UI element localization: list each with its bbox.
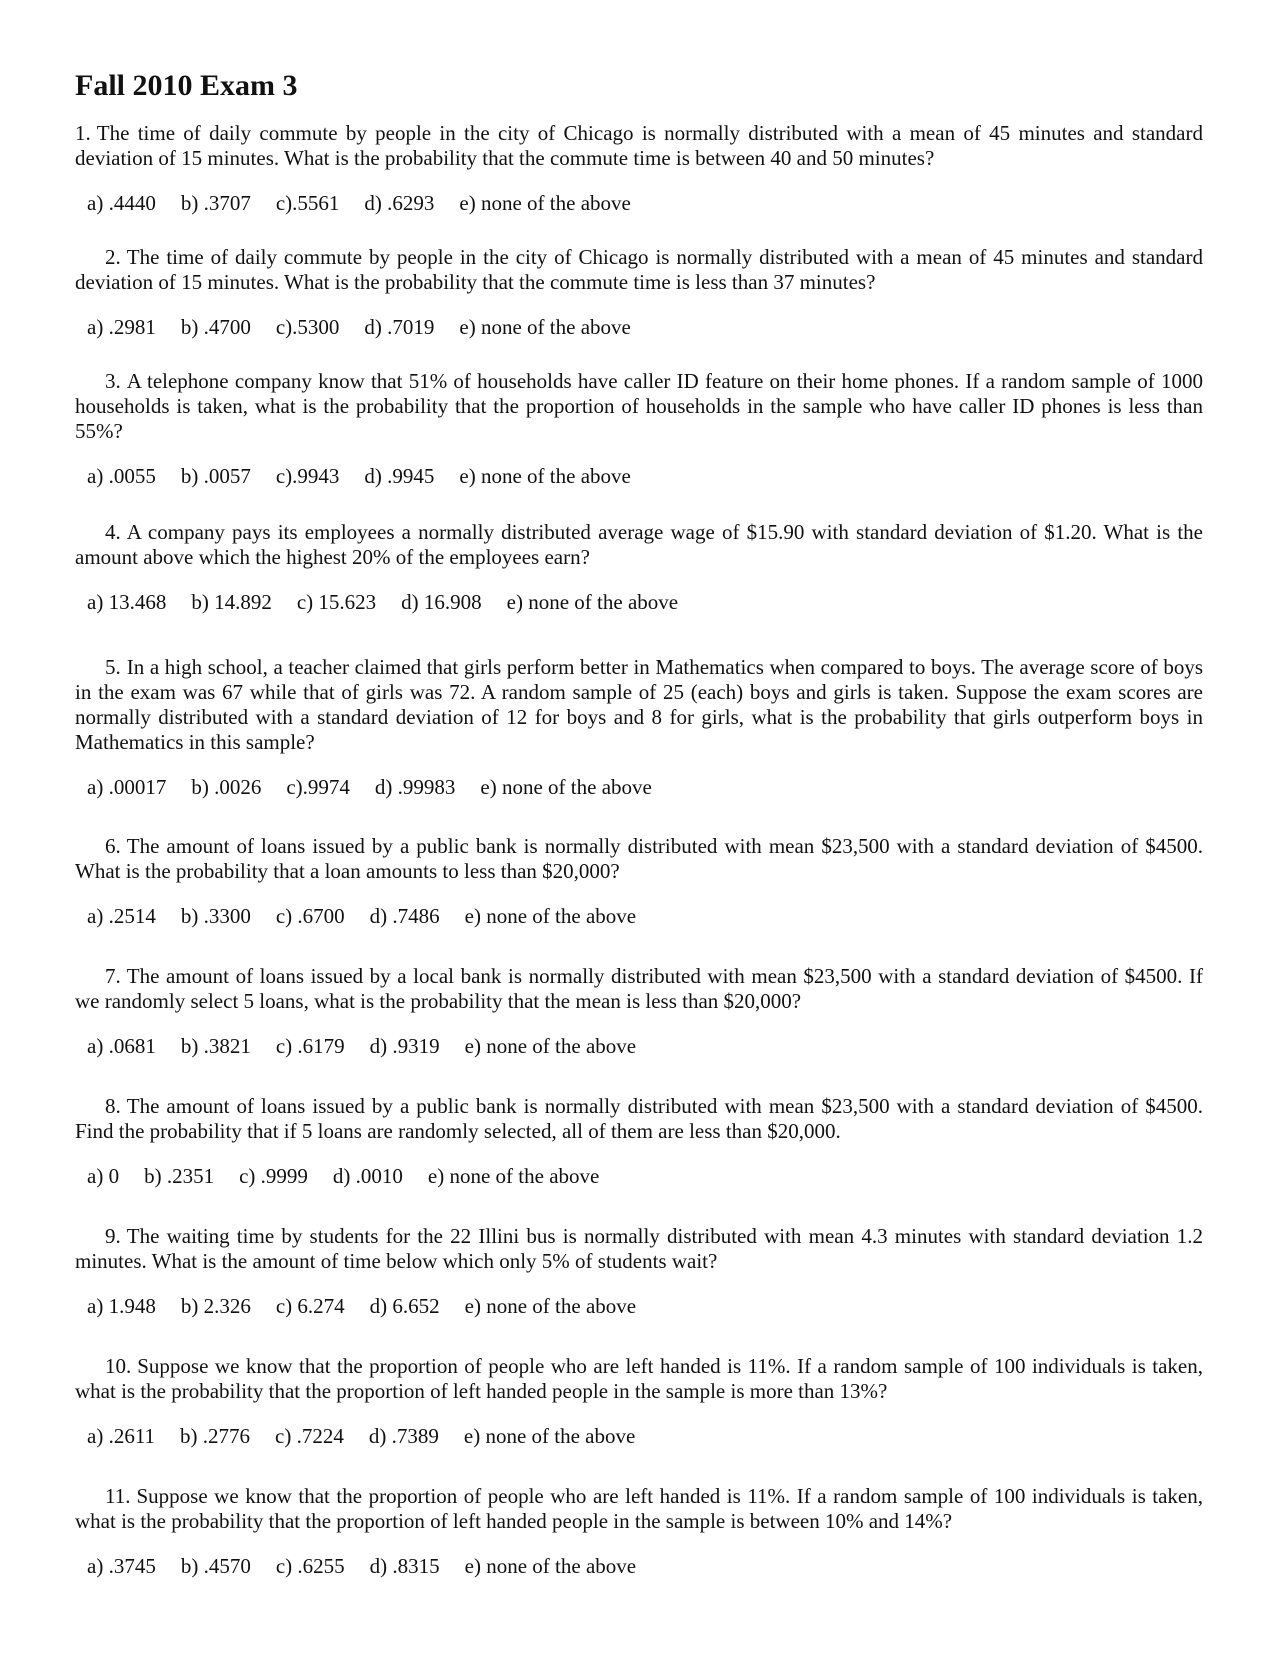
question-body: Suppose we know that the proportion of people who are left handed is 11%. If a random sample of 100 individuals is taken, what is the probability that the proportion of left handed people in the sample is between 10% and 14%? bbox=[75, 1484, 1203, 1533]
question-text bbox=[75, 520, 1203, 570]
choice-a: a) .0055 bbox=[87, 464, 156, 488]
question-number: 2. bbox=[105, 245, 121, 269]
question-4 bbox=[75, 520, 1203, 615]
question-text bbox=[75, 245, 1203, 295]
choice-e: e) none of the above bbox=[464, 1294, 637, 1318]
page-title: Fall 2010 Exam 3 bbox=[75, 69, 298, 102]
question-body: The time of daily commute by people in the city of Chicago is normally distributed with a mean of 45 minutes and standard deviation of 15 minutes. What is the probability that the commute time is less than 37 minutes? bbox=[75, 245, 1203, 294]
question-body: The time of daily commute by people in the city of Chicago is normally distributed with a mean of 45 minutes and standard deviation of 15 minutes. What is the probability that the commute time is between 40 and 50 minutes? bbox=[75, 121, 1203, 170]
choice-b: b) .0057 bbox=[180, 464, 251, 488]
question-number: 9. bbox=[105, 1224, 121, 1248]
question-3 bbox=[75, 369, 1203, 489]
question-body: The waiting time by students for the 22 Illini bus is normally distributed with mean 4.3 minutes with standard deviation 1.2 minutes. What is the amount of time below which only 5% of students wait? bbox=[75, 1224, 1203, 1273]
question-text bbox=[75, 655, 1203, 755]
question-number: 7. bbox=[105, 964, 121, 988]
choice-c: c) .6179 bbox=[275, 1034, 345, 1058]
question-text bbox=[75, 369, 1203, 444]
question-9 bbox=[75, 1224, 1203, 1319]
choice-c: c) .6255 bbox=[275, 1554, 345, 1578]
choice-d: d) .7486 bbox=[369, 904, 440, 928]
choice-b: b) .4570 bbox=[180, 1554, 251, 1578]
answer-choices bbox=[75, 1164, 1203, 1189]
question-10 bbox=[75, 1354, 1203, 1449]
answer-choices bbox=[75, 775, 1203, 800]
choice-e: e) none of the above bbox=[464, 1034, 637, 1058]
choice-e: e) none of the above bbox=[463, 1424, 636, 1448]
question-body: In a high school, a teacher claimed that girls perform better in Mathematics when compared to boys. The average score of boys in the exam was 67 while that of girls was 72. A random sample of 25 (each) boys and girls is taken. Suppose the exam scores are normally distributed with a standard deviation of 12 for boys and 8 for girls, what is the probability that girls outperform boys in Mathematics in this sample? bbox=[75, 655, 1203, 754]
choice-d: d) .8315 bbox=[369, 1554, 440, 1578]
question-number: 4. bbox=[105, 520, 121, 544]
choice-d: d) .9945 bbox=[364, 464, 435, 488]
question-8 bbox=[75, 1094, 1203, 1189]
question-7 bbox=[75, 964, 1203, 1059]
choice-a: a) .2611 bbox=[87, 1424, 156, 1448]
answer-choices bbox=[75, 1034, 1203, 1059]
choice-d: d) .9319 bbox=[369, 1034, 440, 1058]
choice-e: e) none of the above bbox=[464, 904, 637, 928]
answer-choices bbox=[75, 1424, 1203, 1449]
question-body: The amount of loans issued by a public bank is normally distributed with mean $23,500 with a standard deviation of $4500. What is the probability that a loan amounts to less than $20,000? bbox=[75, 834, 1203, 883]
choice-b: b) .3300 bbox=[180, 904, 251, 928]
answer-choices bbox=[75, 191, 1203, 216]
choice-b: b) .4700 bbox=[180, 315, 251, 339]
question-2 bbox=[75, 245, 1203, 340]
choice-d: d) .6293 bbox=[364, 191, 435, 215]
question-1 bbox=[75, 121, 1203, 216]
choice-d: d) 16.908 bbox=[401, 590, 482, 614]
choice-d: d) .7389 bbox=[368, 1424, 439, 1448]
choice-d: d) 6.652 bbox=[369, 1294, 440, 1318]
answer-choices bbox=[75, 1554, 1203, 1579]
choice-a: a) .2981 bbox=[87, 315, 156, 339]
question-body: The amount of loans issued by a public bank is normally distributed with mean $23,500 with a standard deviation of $4500. Find the probability that if 5 loans are randomly selected, all of them are less than $20,000. bbox=[75, 1094, 1203, 1143]
question-body: Suppose we know that the proportion of people who are left handed is 11%. If a random sample of 100 individuals is taken, what is the probability that the proportion of left handed people in the sample is more than 13%? bbox=[75, 1354, 1203, 1403]
question-number: 6. bbox=[105, 834, 121, 858]
choice-d: d) .7019 bbox=[364, 315, 435, 339]
choice-a: a) .4440 bbox=[87, 191, 156, 215]
answer-choices bbox=[75, 464, 1203, 489]
choice-e: e) none of the above bbox=[427, 1164, 600, 1188]
choice-e: e) none of the above bbox=[459, 191, 631, 215]
choice-a: a) .0681 bbox=[87, 1034, 156, 1058]
question-number: 1. bbox=[75, 121, 91, 145]
choice-b: b) 14.892 bbox=[191, 590, 272, 614]
question-number: 10. bbox=[105, 1354, 132, 1378]
question-text bbox=[75, 964, 1203, 1014]
answer-choices bbox=[75, 904, 1203, 929]
choice-b: b) .2776 bbox=[180, 1424, 251, 1448]
choice-c: c) .7224 bbox=[275, 1424, 344, 1448]
choice-b: b) .2351 bbox=[144, 1164, 215, 1188]
question-number: 5. bbox=[105, 655, 121, 679]
choice-c: c) .9999 bbox=[239, 1164, 308, 1188]
question-6 bbox=[75, 834, 1203, 929]
choice-b: b) .0026 bbox=[191, 775, 262, 799]
question-text bbox=[75, 1094, 1203, 1144]
choice-e: e) none of the above bbox=[464, 1554, 637, 1578]
choice-c: c).5561 bbox=[275, 191, 340, 215]
question-body: The amount of loans issued by a local bank is normally distributed with mean $23,500 with a standard deviation of $4500. If we randomly select 5 loans, what is the probability that the mean is less than $20,000? bbox=[75, 964, 1203, 1013]
question-number: 8. bbox=[105, 1094, 121, 1118]
choice-a: a) .2514 bbox=[87, 904, 156, 928]
choice-e: e) none of the above bbox=[459, 464, 631, 488]
choice-b: b) 2.326 bbox=[180, 1294, 251, 1318]
question-11 bbox=[75, 1484, 1203, 1579]
choice-b: b) .3821 bbox=[180, 1034, 251, 1058]
choice-e: e) none of the above bbox=[459, 315, 631, 339]
answer-choices bbox=[75, 1294, 1203, 1319]
question-body: A company pays its employees a normally distributed average wage of $15.90 with standard deviation of $1.20. What is the amount above which the highest 20% of the employees earn? bbox=[75, 520, 1203, 569]
answer-choices bbox=[75, 590, 1203, 615]
choice-d: d) .99983 bbox=[374, 775, 456, 799]
choice-a: a) .3745 bbox=[87, 1554, 156, 1578]
choice-e: e) none of the above bbox=[506, 590, 679, 614]
choice-c: c).9943 bbox=[275, 464, 340, 488]
question-number: 11. bbox=[105, 1484, 131, 1508]
question-5 bbox=[75, 655, 1203, 800]
choice-b: b) .3707 bbox=[180, 191, 251, 215]
choice-a: a) 0 bbox=[87, 1164, 120, 1188]
question-text bbox=[75, 1224, 1203, 1274]
choice-a: a) 1.948 bbox=[87, 1294, 156, 1318]
choice-e: e) none of the above bbox=[480, 775, 652, 799]
choice-c: c) .6700 bbox=[275, 904, 345, 928]
question-body: A telephone company know that 51% of households have caller ID feature on their home phones. If a random sample of 1000 households is taken, what is the probability that the proportion of households in the sample who have caller ID phones is less than 55%? bbox=[75, 369, 1203, 443]
answer-choices bbox=[75, 315, 1203, 340]
choice-a: a) 13.468 bbox=[87, 590, 167, 614]
question-text bbox=[75, 121, 1203, 171]
choice-a: a) .00017 bbox=[87, 775, 167, 799]
question-text bbox=[75, 834, 1203, 884]
question-text bbox=[75, 1484, 1203, 1534]
choice-c: c) 15.623 bbox=[296, 590, 377, 614]
choice-d: d) .0010 bbox=[332, 1164, 403, 1188]
choice-c: c).9974 bbox=[286, 775, 350, 799]
question-number: 3. bbox=[105, 369, 121, 393]
choice-c: c).5300 bbox=[275, 315, 340, 339]
choice-c: c) 6.274 bbox=[275, 1294, 345, 1318]
question-text bbox=[75, 1354, 1203, 1404]
